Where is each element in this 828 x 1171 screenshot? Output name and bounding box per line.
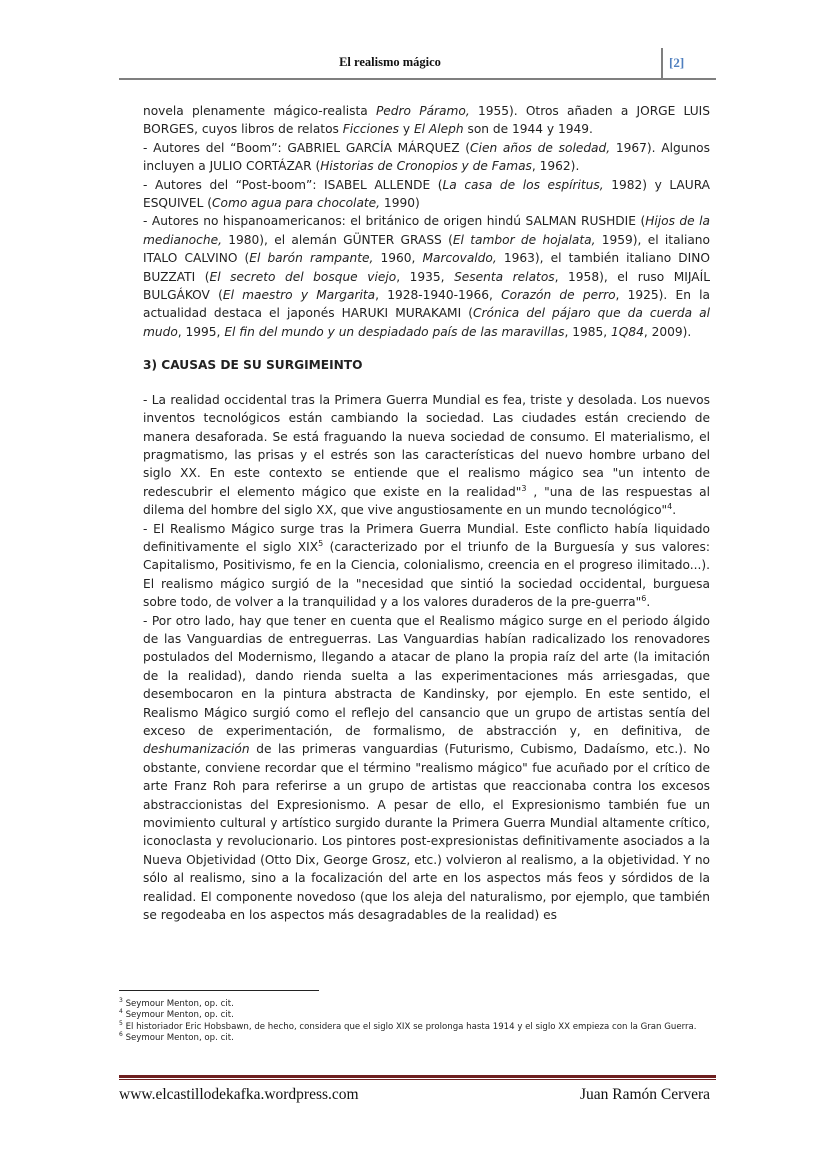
section-heading: 3) CAUSAS DE SU SURGIMEINTO [143, 358, 363, 373]
footnote-ref[interactable]: 4 [667, 502, 673, 512]
footnote-separator [119, 990, 319, 991]
page-number: [2] [669, 55, 685, 70]
running-header-title: El realismo mágico [339, 55, 441, 69]
body-text [143, 102, 710, 924]
paragraph-post-boom-authors: - Autores del “Post-boom”: ISABEL ALLENDE (La casa de los espíritus, 1982) y LAURA ESQUIVEL (Como agua para chocolate, 1990) [143, 177, 711, 211]
paragraph-boom-authors: - Autores del “Boom”: GABRIEL GARCÍA MÁRQUEZ (Cien años de soledad, 1967). Algunos incluyen a JULIO CORTÁZAR (Historias de Cronopios y de Famas, 1962). [143, 140, 710, 174]
footer-website-link[interactable]: www.elcastillodekafka.wordpress.com [119, 1086, 359, 1103]
paragraph-non-hispanic-authors: - Autores no hispanoamericanos: el británico de origen hindú SALMAN RUSHDIE (Hijos de la medianoche, 1980), el alemán GÜNTER GRASS (El tambor de hojalata, 1959), el italiano ITALO CALVINO (El barón rampante, 1960, Marcovaldo, 1963), el también italiano DINO BUZZATI (El secreto del bosque viejo, 1935, Sesenta relatos, 1958), el ruso MIJAÍL BULGÁKOV (El maestro y Margarita, 1928-1940-1966, Corazón de perro, 1925). En la actualidad destaca el japonés HARUKI MURAKAMI (Crónica del pájaro que da cuerda al mudo, 1995, El fin del mundo y un despiadado país de las maravillas, 1985, 1Q84, 2009). [143, 214, 711, 339]
footnote-ref[interactable]: 6 [641, 594, 647, 604]
footer-rule [119, 1075, 716, 1078]
footer-rule-thin [119, 1079, 716, 1080]
header-rule [119, 78, 716, 80]
footnote: $^5$ El historiador Eric Hobsbawn, de hecho, considera que el siglo XIX se prolonga hasta 1914 y el siglo XX empieza con la Gran Guerra. [119, 1019, 697, 1032]
footnote-ref[interactable]: 5 [318, 538, 324, 548]
footnote: $^3$ Seymour Menton, op. cit. [119, 997, 234, 1009]
footnote: $^6$ Seymour Menton, op. cit. [119, 1031, 234, 1044]
footnotes [119, 999, 709, 1045]
footnote-ref[interactable]: 3 [521, 483, 527, 493]
paragraph-causes-2: - El Realismo Mágico surge tras la Primera Guerra Mundial. Este conflicto había liquidado definitivamente el siglo XIX$^5$ (caracterizado por el triunfo de la Burguesía y sus valores: Capitalismo, Positivismo, fe en la Ciencia, colonialismo, creencia en el progreso ilimitado...). El realismo mágico surgió de la "necesidad que sintió la sociedad occidental, burguesa sobre todo, de volver a la tranquilidad y a los valores duraderos de la pre-guerra"$^6$. [143, 521, 710, 610]
paragraph-authors-continued: novela plenamente mágico-realista Pedro Páramo, 1955). Otros añaden a JORGE LUIS BORGES, cuyos libros de relatos Ficciones y El Aleph son de 1944 y 1949. [143, 104, 710, 137]
footnote: $^4$ Seymour Menton, op. cit. [119, 1008, 234, 1021]
footer-author: Juan Ramón Cervera [580, 1086, 710, 1103]
paragraph-causes-1: - La realidad occidental tras la Primera Guerra Mundial es fea, triste y desolada. Los nuevos inventos tecnológicos están cambiando la sociedad. Las ciudades están creciendo de manera desaforada. Se está fraguando la nueva sociedad de consumo. El materialismo, el pragmatismo, las prisas y el estrés son las características del nuevo hombre urbano del siglo XX. En este contexto se entiende que el realismo mágico sea "un intento de redescubrir el elemento mágico que existe en la realidad"$^3$ , "una de las respuestas al dilema del hombre del siglo XX, que vive angustiosamente en un mundo tecnológico"$^4$. [143, 392, 710, 518]
header-divider [661, 48, 663, 78]
paragraph-causes-3: - Por otro lado, hay que tener en cuenta que el Realismo mágico surge en el periodo álgido de las Vanguardias de entreguerras. Las Vanguardias habían radicalizado los renovadores postulados del Modernismo, llegando a atacar de plano la propia raíz del arte (la imitación de la realidad), dando rienda suelta a las experimentaciones más arriesgadas, que desembocaron en la pintura abstracta de Kandinsky, por ejemplo. En este sentido, el Realismo Mágico surgió como el reflejo del cansancio que un grupo de artistas sentía del exceso de experimentación, de formalismo, de abstracción y, en definitiva, de deshumanización de las primeras vanguardias (Futurismo, Cubismo, Dadaísmo, etc.). No obstante, conviene recordar que el término "realismo mágico" fue acuñado por el crítico de arte Franz Roh para referirse a un grupo de artistas que reaccionaba contra los excesos abstraccionistas del Expresionismo. A pesar de ello, el Expresionismo también fue un movimiento cultural y artístico surgido durante la Primera Guerra Mundial altamente crítico, iconoclasta y revolucionario. Los pintores post-expresionistas definitivamente asociados a la Nueva Objetividad (Otto Dix, George Grosz, etc.) volvieron al realismo, a la objetividad. Y no sólo al realismo, sino a la focalización del arte en los aspectos más feos y sórdidos de la realidad. El componente novedoso (que los aleja del naturalismo, por ejemplo, que también se regodeaba en los aspectos más desagradables de la realidad) es [143, 613, 710, 923]
